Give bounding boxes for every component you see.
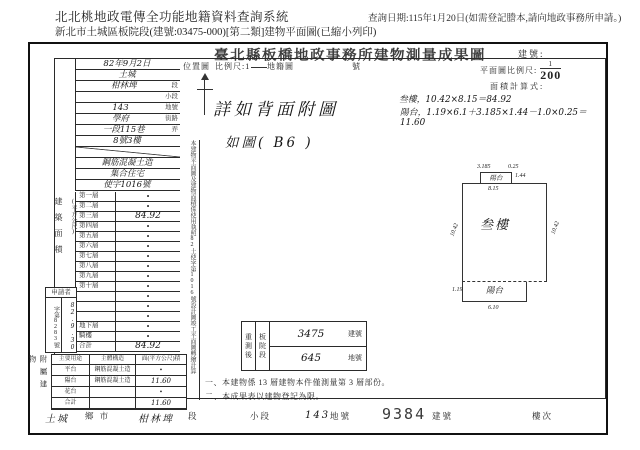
floor-row xyxy=(76,252,180,262)
field-row-subsection xyxy=(76,92,180,103)
section-label: 段 xyxy=(171,81,178,89)
floor-row xyxy=(76,242,180,252)
floor-row xyxy=(76,202,180,212)
resurvey-label: 重測後 xyxy=(242,322,256,370)
annex-use: 陽台 xyxy=(52,376,90,386)
floor-label: 地下層 xyxy=(76,322,116,331)
floor-label: 第五層 xyxy=(76,232,116,241)
system-title: 北北桃地政電傳全功能地籍資料查詢系統 xyxy=(55,10,290,24)
resurvey-building-no: 3475 xyxy=(297,327,325,340)
street-label: 街路 xyxy=(165,114,178,122)
main-floor-label: 叁樓 xyxy=(480,218,511,233)
document-subtitle: 新北市土城區板院段(建號:03475-000)[第二類]建物平面圖(已縮小列印) xyxy=(55,27,377,38)
resurvey-box xyxy=(241,321,367,371)
floor-row-arcade xyxy=(76,332,180,342)
document-frame xyxy=(28,42,608,435)
use-value: 集合住宅 xyxy=(109,168,144,179)
survey-form xyxy=(28,58,606,407)
section-value: 柑林埤 xyxy=(110,80,137,91)
plan-scale xyxy=(480,61,561,81)
scale-line xyxy=(251,67,267,68)
scale-numerator: 1 xyxy=(245,62,251,71)
no-label: 號 xyxy=(352,62,361,71)
annex-area: • xyxy=(159,365,163,374)
dim-right: 10.42 xyxy=(550,220,561,236)
annex-row-platform xyxy=(52,365,186,376)
footer-subsection-label: 小段 xyxy=(250,411,272,421)
floor-area: • xyxy=(146,301,150,311)
resurvey-land-no: 645 xyxy=(300,352,322,365)
field-row-date xyxy=(76,59,180,70)
floor-row xyxy=(76,232,180,242)
plan-scale-fraction xyxy=(540,61,561,81)
floor-label: 第一層 xyxy=(76,192,116,201)
floor-area: • xyxy=(146,281,150,291)
building-area-side-label: 建築面積 xyxy=(54,197,63,261)
applicant-date: 82.9.30 xyxy=(69,302,76,351)
note-2: 二、本成果表以建物登記為限。 xyxy=(205,392,324,401)
annex-area: 11.60 xyxy=(150,376,172,385)
floor-area: • xyxy=(146,241,150,251)
subsection-label: 小段 xyxy=(165,92,178,100)
dim-top-right: 0.25 xyxy=(508,164,519,170)
floor-area: • xyxy=(146,321,150,331)
query-date: 查詢日期:115年1月20日(如需登記謄本,請向地政事務所申請。) xyxy=(368,14,622,24)
footer-building-no: 9384 xyxy=(382,405,427,423)
floor-area: • xyxy=(146,331,150,341)
resurvey-building-row xyxy=(270,322,366,347)
field-row-use xyxy=(76,169,180,180)
field-row-section xyxy=(76,81,180,92)
north-arrow-icon xyxy=(195,73,215,115)
floor-label: 第八層 xyxy=(76,262,116,271)
floor-label xyxy=(76,292,116,301)
floor-row-total xyxy=(76,342,180,352)
lane-value: 一段115巷 xyxy=(102,124,145,135)
township-value: 土城 xyxy=(118,69,136,80)
floor-row xyxy=(76,312,180,322)
bottom-balcony: 陽台 xyxy=(462,282,527,302)
floor-row xyxy=(76,262,180,272)
survey-date: 82年9月2日 xyxy=(103,58,151,69)
annex-row-total xyxy=(52,398,186,409)
form-title: 臺北縣板橋地政事務所建物測量成果圖 xyxy=(214,48,486,64)
floor-area-3f: 84.92 xyxy=(135,211,161,221)
building-no-label: 建號: xyxy=(518,49,545,59)
footer-land-no: 143 xyxy=(305,410,331,421)
floor-label: 第十層 xyxy=(76,282,116,291)
floor-row xyxy=(76,302,180,312)
footer-building-no-label: 建號 xyxy=(432,411,454,421)
floor-total-label: 合計 xyxy=(76,342,116,351)
annex-structure: 鋼筋混凝土造 xyxy=(90,376,136,386)
structure-value: 鋼筋混凝土造 xyxy=(101,157,153,168)
house-no-value: 8號3樓 xyxy=(113,135,141,146)
top-balcony: 陽台 xyxy=(480,172,512,184)
floor-area-table xyxy=(75,192,180,352)
floor-total-area: 84.92 xyxy=(135,341,161,351)
plan-scale-label: 平面圖比例尺: xyxy=(480,65,538,75)
floor-label: 第四層 xyxy=(76,222,116,231)
footer-land-no-label: 地號 xyxy=(330,411,352,421)
land-no-value: 143 xyxy=(112,102,129,113)
floor-area: • xyxy=(146,191,150,201)
location-map-label: 位置圖 xyxy=(183,62,210,71)
vertical-note: 本建物平面圖及建物面積係使用執照82土使字第1016號設計圖竣工平面圖轉繪計算 xyxy=(184,140,200,400)
note-1: 一、本建物係 13 層建物本件僅測量第 3 層部份。 xyxy=(205,378,390,387)
annex-header-use: 主要用途 xyxy=(52,355,90,364)
annex-area: • xyxy=(159,387,163,396)
floor-area: • xyxy=(146,311,150,321)
field-row-lane xyxy=(76,125,180,136)
annex-table xyxy=(51,354,187,410)
annex-row-flowerbed xyxy=(52,387,186,398)
calc-line-balcony: 陽台，1.19×6.1＋3.185×1.44－1.0×0.25＝11.60 xyxy=(400,108,587,128)
footer-section: 柑林埤 xyxy=(138,414,174,425)
floor-label xyxy=(76,312,116,321)
field-row-license xyxy=(76,180,180,191)
footer-section-label: 段 xyxy=(188,411,199,421)
floor-label xyxy=(76,302,116,311)
footer-township: 土城 xyxy=(45,414,69,425)
floor-row xyxy=(76,222,180,232)
annex-header-area: 面(平方公尺)積 xyxy=(141,355,181,362)
floor-label: 第六層 xyxy=(76,242,116,251)
annex-total-label: 合計 xyxy=(52,398,90,408)
floor-label: 第七層 xyxy=(76,252,116,261)
cadastral-map-label: 地籍圖 xyxy=(267,62,294,71)
floor-area: • xyxy=(146,291,150,301)
resurvey-land-row xyxy=(270,347,366,371)
annex-side-label: 附屬建物 xyxy=(28,355,48,393)
floor-row xyxy=(76,212,180,222)
dim-balcony-side: 1.19 xyxy=(452,287,463,293)
dim-left: 10.42 xyxy=(449,222,460,238)
annex-total-area: 11.60 xyxy=(150,398,172,407)
dim-balcony-bottom: 6.10 xyxy=(488,305,499,311)
floor-area: • xyxy=(146,271,150,281)
floor-area: • xyxy=(146,231,150,241)
hand-note-see-back: 詳如背面附圖 xyxy=(213,100,339,120)
field-row-landno xyxy=(76,103,180,114)
floor-label: 騎樓 xyxy=(76,332,116,341)
annex-use: 平台 xyxy=(52,365,90,375)
annex-header-row xyxy=(52,355,186,365)
license-value: 使字1016號 xyxy=(103,179,151,190)
annex-structure xyxy=(90,398,136,408)
dim-top: 3.185 xyxy=(477,164,491,170)
scale-label-text: 比例尺: xyxy=(215,62,246,71)
floor-row xyxy=(76,282,180,292)
floor-label: 第九層 xyxy=(76,272,116,281)
hand-note-as-figure: 如圖( B6 ) xyxy=(225,135,314,151)
resurvey-section-label: 板院段 xyxy=(256,322,270,370)
floor-area: • xyxy=(146,221,150,231)
field-table xyxy=(75,59,180,191)
plan-scale-numerator: 1 xyxy=(548,60,553,68)
floor-area: • xyxy=(146,201,150,211)
calc-line-main-floor: 叁樓，10.42×8.15＝84.92 xyxy=(399,95,512,105)
floor-row xyxy=(76,292,180,302)
footer-floor-label: 樓次 xyxy=(532,411,554,421)
applicant-doc-no: 字第8283號 xyxy=(46,298,62,353)
annex-structure xyxy=(90,387,136,397)
field-row-structure xyxy=(76,158,180,169)
resurvey-land-suffix: 地號 xyxy=(348,354,362,363)
land-no-label: 地號 xyxy=(165,103,178,111)
field-row-number xyxy=(76,136,180,147)
applicant-title: 申請者 xyxy=(46,288,76,298)
field-row-street xyxy=(76,114,180,125)
annex-structure: 鋼筋混凝土造 xyxy=(90,365,136,375)
plan-scale-denominator: 200 xyxy=(540,68,562,82)
floor-plan-drawing xyxy=(450,159,605,317)
applicant-box xyxy=(45,287,77,353)
floor-area: • xyxy=(146,251,150,261)
floor-label: 第二層 xyxy=(76,202,116,211)
building-area-unit-label: (平方公尺) xyxy=(70,199,76,235)
resurvey-building-suffix: 建號 xyxy=(348,329,362,338)
street-value: 學府 xyxy=(111,113,129,124)
annex-header-structure: 主體構造 xyxy=(90,355,136,364)
floor-area: • xyxy=(146,261,150,271)
field-row-township xyxy=(76,70,180,81)
lane-label: 弄 xyxy=(171,125,178,133)
calc-label: 面積計算式: xyxy=(490,82,545,91)
floor-row xyxy=(76,272,180,282)
annex-row-balcony xyxy=(52,376,186,387)
dim-main-top: 8.15 xyxy=(488,186,499,192)
footer-township-label: 鄉 市 xyxy=(85,411,111,421)
floor-row-basement xyxy=(76,322,180,332)
floor-label: 第三層 xyxy=(76,212,116,221)
dim-bump-side: 1.44 xyxy=(515,173,526,179)
field-row-blank xyxy=(76,147,180,158)
floor-row xyxy=(76,192,180,202)
scale-label xyxy=(215,61,268,72)
annex-use: 花台 xyxy=(52,387,90,397)
